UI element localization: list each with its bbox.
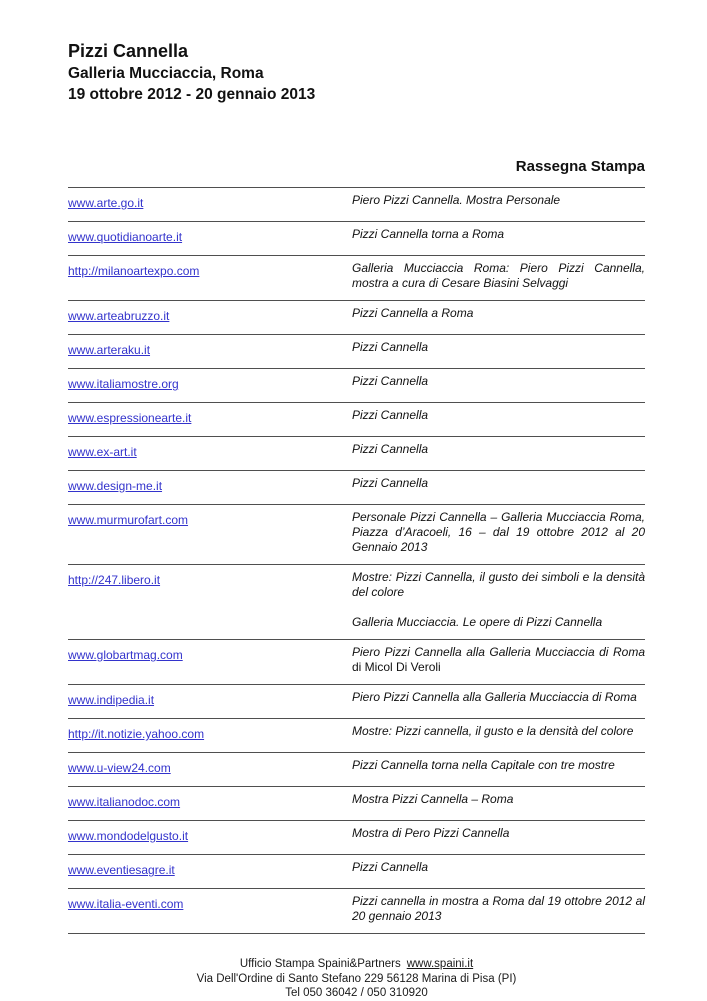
table-row <box>68 752 645 786</box>
table-row <box>68 368 645 402</box>
source-url-link[interactable]: www.design-me.it <box>68 479 163 493</box>
article-title: Pizzi Cannella torna nella Capitale con tre mostre <box>352 758 615 772</box>
article-title: Mostre: Pizzi Cannella, il gusto dei simboli e la densità del colore <box>352 570 645 599</box>
source-url-link[interactable]: www.murmurofart.com <box>68 513 189 527</box>
source-url-link[interactable]: www.indipedia.it <box>68 693 155 707</box>
source-url-link[interactable]: www.ex-art.it <box>68 445 137 459</box>
article-title: Mostra di Pero Pizzi Cannella <box>352 826 510 840</box>
source-url-cell <box>68 193 352 212</box>
source-url-link[interactable]: www.italianodoc.com <box>68 795 181 809</box>
article-title-cell <box>352 645 645 675</box>
article-title-cell <box>352 826 645 845</box>
source-url-cell <box>68 510 352 555</box>
source-url-cell <box>68 306 352 325</box>
article-title: Personale Pizzi Cannella – Galleria Mucciaccia Roma, Piazza d’Aracoeli, 16 – dal 19 ottobre 2012 al 20 Gennaio 2013 <box>352 510 645 554</box>
source-url-cell <box>68 374 352 393</box>
source-url-cell <box>68 408 352 427</box>
footer-office-label: Ufficio Stampa Spaini&Partners <box>239 958 401 970</box>
source-url-cell <box>68 758 352 777</box>
source-url-cell <box>68 724 352 743</box>
section-heading: Rassegna Stampa <box>515 158 645 175</box>
source-url-link[interactable]: http://milanoartexpo.com <box>68 264 200 278</box>
source-url-link[interactable]: www.italia-eventi.com <box>68 897 184 911</box>
table-row <box>68 786 645 820</box>
article-title-cell <box>352 570 645 630</box>
article-title-author: di Micol Di Veroli <box>352 660 441 674</box>
article-title-cell <box>352 894 645 924</box>
article-title: Pizzi Cannella <box>352 374 429 388</box>
source-url-cell <box>68 227 352 246</box>
article-title-cell <box>352 193 645 212</box>
article-title: Pizzi Cannella torna a Roma <box>352 227 505 241</box>
source-url-cell <box>68 894 352 924</box>
source-url-cell <box>68 570 352 630</box>
article-title: Mostra Pizzi Cannella – Roma <box>352 792 514 806</box>
article-title: Pizzi Cannella <box>352 476 429 490</box>
article-title: Piero Pizzi Cannella alla Galleria Mucciaccia di Roma <box>352 690 637 704</box>
document-title: Pizzi Cannella <box>68 41 189 61</box>
article-title-secondary: Galleria Mucciaccia. Le opere di Pizzi Cannella <box>352 615 603 629</box>
source-url-link[interactable]: www.espressionearte.it <box>68 411 192 425</box>
source-url-cell <box>68 645 352 675</box>
source-url-cell <box>68 476 352 495</box>
article-title-cell <box>352 340 645 359</box>
article-title-cell <box>352 724 645 743</box>
source-url-link[interactable]: www.eventiesagre.it <box>68 863 175 877</box>
source-url-link[interactable]: http://247.libero.it <box>68 573 161 587</box>
article-title-cell <box>352 227 645 246</box>
table-row <box>68 221 645 255</box>
table-row <box>68 504 645 564</box>
table-row <box>68 300 645 334</box>
article-title: Pizzi cannella in mostra a Roma dal 19 ottobre 2012 al 20 gennaio 2013 <box>352 894 645 923</box>
source-url-link[interactable]: http://it.notizie.yahoo.com <box>68 727 205 741</box>
table-row <box>68 255 645 300</box>
source-url-cell <box>68 860 352 879</box>
source-url-cell <box>68 826 352 845</box>
table-row <box>68 334 645 368</box>
table-row <box>68 639 645 684</box>
source-url-link[interactable]: www.quotidianoarte.it <box>68 230 183 244</box>
source-url-link[interactable]: www.u-view24.com <box>68 761 171 775</box>
press-table <box>68 187 645 934</box>
table-row <box>68 718 645 752</box>
table-row <box>68 436 645 470</box>
source-url-link[interactable]: www.arteraku.it <box>68 343 151 357</box>
article-title: Mostre: Pizzi cannella, il gusto e la densità del colore <box>352 724 634 738</box>
article-title-cell <box>352 306 645 325</box>
source-url-link[interactable]: www.globartmag.com <box>68 648 183 662</box>
article-title: Pizzi Cannella <box>352 442 429 456</box>
table-row <box>68 820 645 854</box>
footer-address: Via Dell'Ordine di Santo Stefano 229 56128 Marina di Pisa (PI) <box>196 972 517 985</box>
source-url-cell <box>68 690 352 709</box>
gallery-line: Galleria Mucciaccia, Roma <box>68 65 264 82</box>
article-title: Pizzi Cannella <box>352 860 429 874</box>
table-row <box>68 888 645 933</box>
article-title-cell <box>352 261 645 291</box>
source-url-cell <box>68 261 352 291</box>
table-row <box>68 564 645 639</box>
source-url-link[interactable]: www.italiamostre.org <box>68 377 179 391</box>
article-title-cell <box>352 758 645 777</box>
document-footer <box>68 957 645 1001</box>
table-row <box>68 684 645 718</box>
article-title-cell <box>352 510 645 555</box>
footer-spaini-link[interactable]: www.spaini.it <box>406 958 474 970</box>
article-title-cell <box>352 860 645 879</box>
article-title: Pizzi Cannella <box>352 408 429 422</box>
article-title: Pizzi Cannella a Roma <box>352 306 474 320</box>
table-row <box>68 187 645 221</box>
document-header <box>68 40 645 105</box>
table-row <box>68 470 645 504</box>
article-title-cell <box>352 792 645 811</box>
article-title: Pizzi Cannella <box>352 340 429 354</box>
source-url-link[interactable]: www.arteabruzzo.it <box>68 309 170 323</box>
article-title: Galleria Mucciaccia Roma: Piero Pizzi Cannella, mostra a cura di Cesare Biasini Selvaggi <box>352 261 645 290</box>
source-url-cell <box>68 442 352 461</box>
dates-line: 19 ottobre 2012 - 20 gennaio 2013 <box>68 86 316 103</box>
table-row <box>68 402 645 436</box>
article-title-cell <box>352 374 645 393</box>
footer-office-line <box>68 957 645 972</box>
article-title-cell <box>352 408 645 427</box>
table-row <box>68 854 645 888</box>
footer-phone: Tel 050 36042 / 050 310920 <box>285 987 428 999</box>
article-title: Piero Pizzi Cannella alla Galleria Mucciaccia di Roma di Micol Di Veroli <box>352 645 645 674</box>
article-title-cell <box>352 690 645 709</box>
article-title-cell <box>352 476 645 495</box>
source-url-link[interactable]: www.arte.go.it <box>68 196 144 210</box>
source-url-link[interactable]: www.mondodelgusto.it <box>68 829 189 843</box>
source-url-cell <box>68 340 352 359</box>
article-title: Piero Pizzi Cannella. Mostra Personale <box>352 193 561 207</box>
source-url-cell <box>68 792 352 811</box>
article-title-cell <box>352 442 645 461</box>
